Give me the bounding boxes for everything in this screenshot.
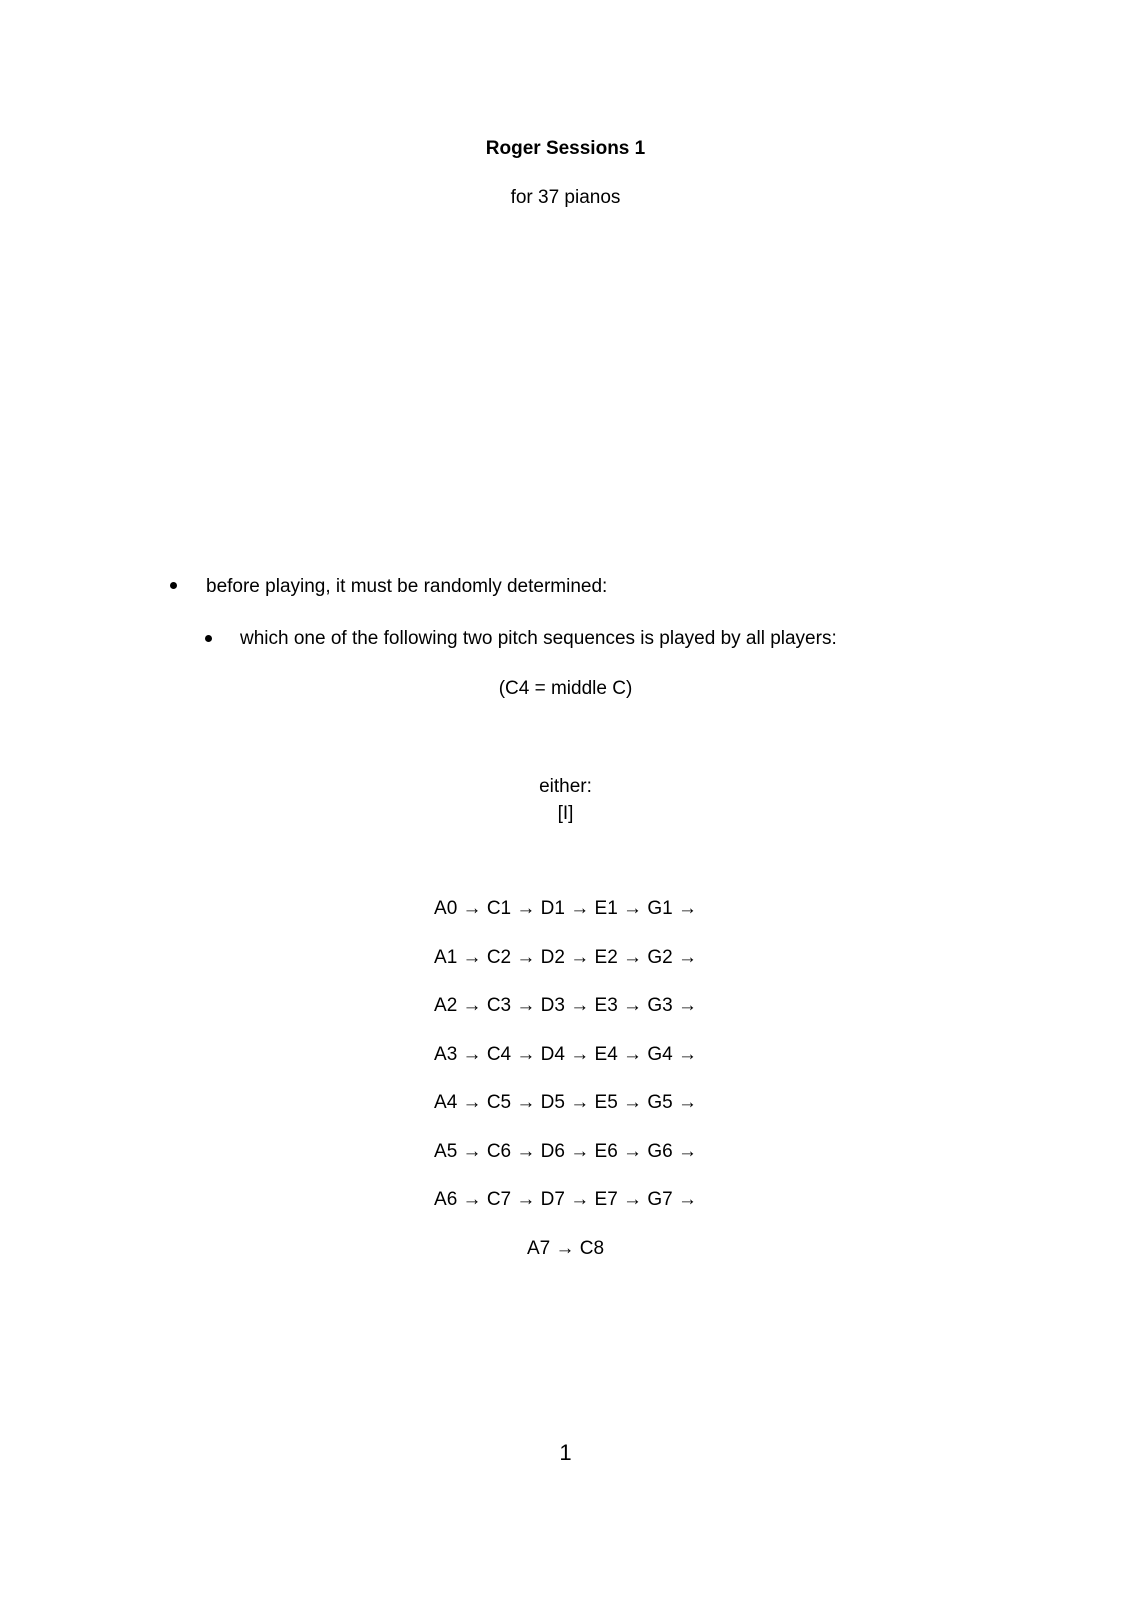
bullet-item-2: which one of the following two pitch sequences is played by all players: <box>240 628 837 649</box>
sequence-line: A5 → C6 → D6 → E6 → G6 → <box>434 1140 697 1162</box>
document-title: Roger Sessions 1 <box>485 138 646 159</box>
option-label: [I] <box>557 803 574 824</box>
pitch-note: (C4 = middle C) <box>498 678 633 699</box>
bullet-item-1: before playing, it must be randomly determined: <box>206 576 608 597</box>
sequence-line: A7 → C8 <box>526 1237 605 1259</box>
either-label: either: <box>539 776 592 797</box>
sequence-line: A4 → C5 → D5 → E5 → G5 → <box>434 1092 697 1113</box>
sequence-line: A2 → C3 → D3 → E3 → G3 → <box>434 995 697 1016</box>
sub-bullet-dot-icon <box>205 635 212 642</box>
sequence-line: A1 → C2 → D2 → E2 → G2 → <box>434 946 697 968</box>
bullet-dot-icon <box>170 582 177 589</box>
document-subtitle: for 37 pianos <box>510 187 621 208</box>
page-number: 1 <box>559 1440 572 1465</box>
sequence-line: A0 → C1 → D1 → E1 → G1 → <box>434 898 697 919</box>
sequence-line: A6 → C7 → D7 → E7 → G7 → <box>434 1189 697 1210</box>
pitch-sequence <box>0 897 1131 1285</box>
sequence-line: A3 → C4 → D4 → E4 → G4 → <box>434 1043 697 1065</box>
